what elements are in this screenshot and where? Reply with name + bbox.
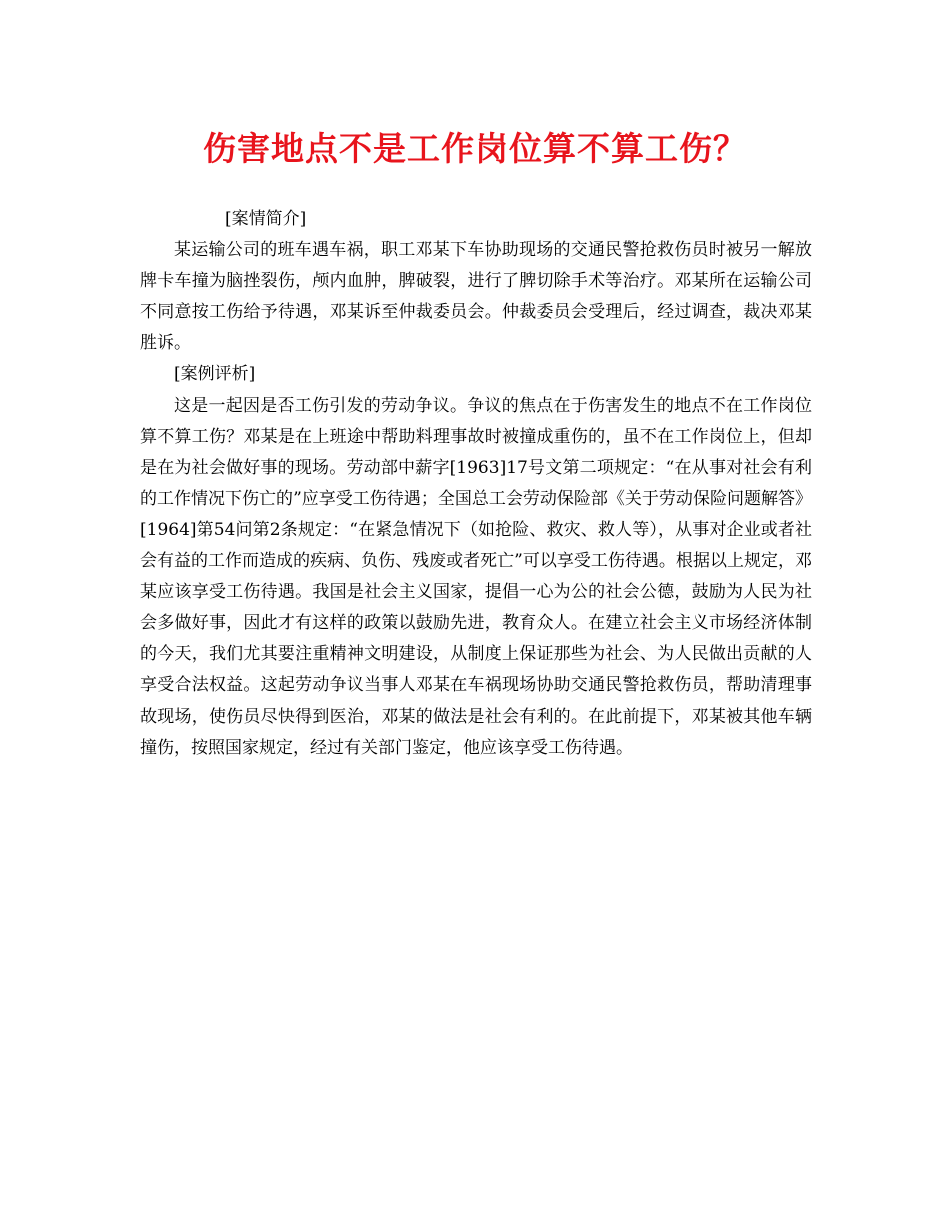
- case-analysis-paragraph: 这是一起因是否工伤引发的劳动争议。争议的焦点在于伤害发生的地点不在工作岗位算不算工伤？邓某是在上班途中帮助料理事故时被撞成重伤的，虽不在工作岗位上，但却是在为社会做好事的现场。劳动部中薪字[1963]17号文第二项规定：“在从事对社会有利的工作情况下伤亡的”应享受工伤待遇；全国总工会劳动保险部《关于劳动保险问题解答》[1964]第54问第2条规定：“在紧急情况下（如抢险、救灾、救人等），从事对企业或者社会有益的工作而造成的疾病、负伤、残废或者死亡”可以享受工伤待遇。根据以上规定，邓某应该享受工伤待遇。我国是社会主义国家，提倡一心为公的社会公德，鼓励为人民为社会多做好事，因此才有这样的政策以鼓励先进，教育众人。在建立社会主义市场经济体制的今天，我们尤其要注重精神文明建设，从制度上保证那些为社会、为人民做出贡献的人享受合法权益。这起劳动争议当事人邓某在车祸现场协助交通民警抢救伤员，帮助清理事故现场，使伤员尽快得到医治，邓某的做法是社会有利的。在此前提下，邓某被其他车辆撞伤，按照国家规定，经过有关部门鉴定，他应该享受工伤待遇。: [140, 395, 812, 758]
- document-body: [140, 204, 812, 764]
- case-summary-paragraph: 某运输公司的班车遇车祸，职工邓某下车协助现场的交通民警抢救伤员时被另一解放牌卡车撞为脑挫裂伤，颅内血肿，脾破裂，进行了脾切除手术等治疗。邓某所在运输公司不同意按工伤给予待遇，邓某诉至仲裁委员会。仲裁委员会受理后，经过调查，裁决邓某胜诉。: [140, 240, 812, 354]
- section-label-case-summary: [案情简介]: [225, 209, 307, 229]
- section-label-case-analysis: [案例评析]: [174, 364, 256, 385]
- page-title: 伤害地点不是工作岗位算不算工伤？: [203, 129, 747, 168]
